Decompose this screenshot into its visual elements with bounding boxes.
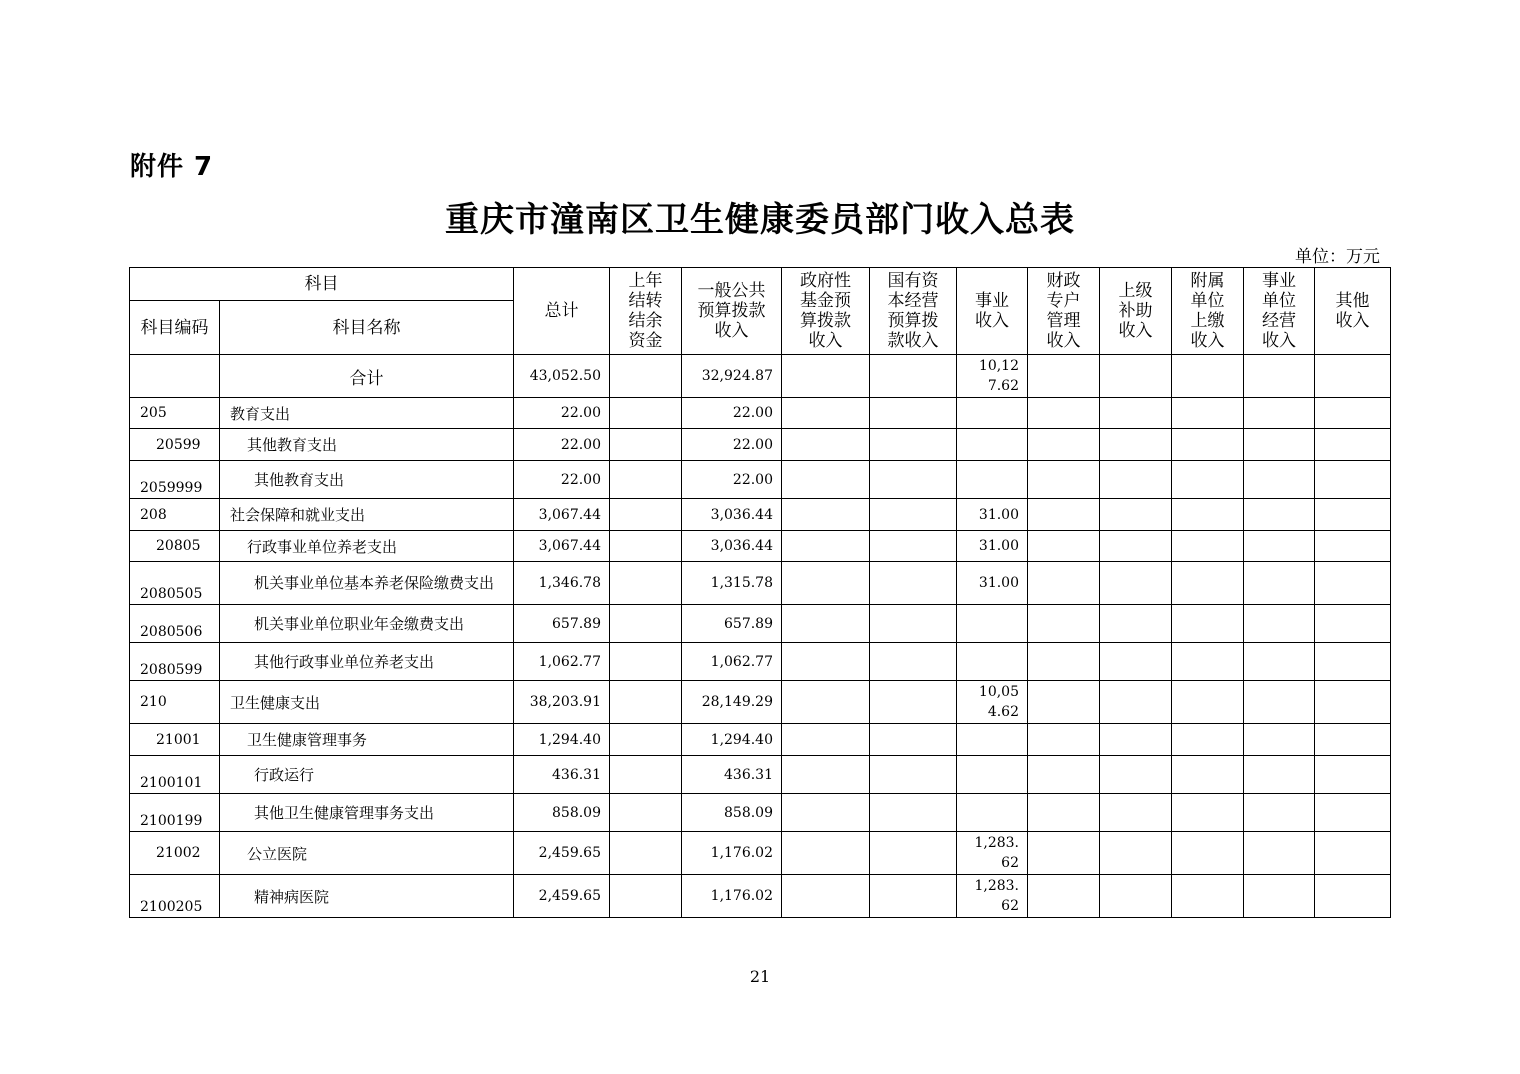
cell-business: 31.00 xyxy=(957,531,1028,562)
header-prior-year: 上年结转结余资金 xyxy=(610,268,682,355)
cell-total: 22.00 xyxy=(514,398,610,429)
table-row xyxy=(130,605,1391,643)
cell-name: 机关事业单位基本养老保险缴费支出 xyxy=(220,562,514,605)
cell-code: 2100101 xyxy=(130,756,220,794)
document-title: 重庆市潼南区卫生健康委员部门收入总表 xyxy=(445,200,1075,240)
cell-code: 2059999 xyxy=(130,461,220,499)
cell-total: 1,062.77 xyxy=(514,643,610,681)
cell-name: 机关事业单位职业年金缴费支出 xyxy=(220,605,514,643)
cell-code: 21002 xyxy=(130,832,220,875)
cell-name: 卫生健康管理事务 xyxy=(220,724,514,756)
cell-total: 858.09 xyxy=(514,794,610,832)
table-row xyxy=(130,355,1391,398)
cell-business xyxy=(957,429,1028,461)
cell-total: 436.31 xyxy=(514,756,610,794)
table-row xyxy=(130,429,1391,461)
cell-business: 31.00 xyxy=(957,499,1028,531)
cell-general: 22.00 xyxy=(682,429,782,461)
cell-code: 205 xyxy=(130,398,220,429)
cell-general: 28,149.29 xyxy=(682,681,782,724)
cell-name: 精神病医院 xyxy=(220,875,514,918)
cell-general: 3,036.44 xyxy=(682,531,782,562)
table-row xyxy=(130,681,1391,724)
cell-code: 21001 xyxy=(130,724,220,756)
cell-general: 1,176.02 xyxy=(682,875,782,918)
cell-general: 22.00 xyxy=(682,461,782,499)
table-row xyxy=(130,531,1391,562)
cell-code xyxy=(130,355,220,398)
cell-general: 858.09 xyxy=(682,794,782,832)
cell-total: 3,067.44 xyxy=(514,531,610,562)
attachment-label: 附件 7 xyxy=(130,152,214,182)
cell-total: 1,294.40 xyxy=(514,724,610,756)
page-number: 21 xyxy=(749,967,771,986)
header-code: 科目编码 xyxy=(130,301,220,355)
cell-total: 3,067.44 xyxy=(514,499,610,531)
table-row xyxy=(130,724,1391,756)
cell-total: 43,052.50 xyxy=(514,355,610,398)
header-fiscal-special: 财政专户管理收入 xyxy=(1028,268,1100,355)
table-row xyxy=(130,756,1391,794)
cell-code: 2100205 xyxy=(130,875,220,918)
header-subject-group: 科目 xyxy=(130,268,514,301)
cell-total: 657.89 xyxy=(514,605,610,643)
cell-general: 1,176.02 xyxy=(682,832,782,875)
header-other: 其他收入 xyxy=(1315,268,1391,355)
cell-business xyxy=(957,643,1028,681)
header-name: 科目名称 xyxy=(220,301,514,355)
cell-name: 其他卫生健康管理事务支出 xyxy=(220,794,514,832)
cell-code: 2080505 xyxy=(130,562,220,605)
cell-name: 合计 xyxy=(220,355,514,398)
unit-label: 单位：万元 xyxy=(1295,247,1380,267)
cell-general: 1,315.78 xyxy=(682,562,782,605)
cell-code: 20599 xyxy=(130,429,220,461)
cell-name: 社会保障和就业支出 xyxy=(220,499,514,531)
cell-code: 208 xyxy=(130,499,220,531)
cell-general: 22.00 xyxy=(682,398,782,429)
cell-business xyxy=(957,794,1028,832)
cell-code: 20805 xyxy=(130,531,220,562)
cell-business xyxy=(957,724,1028,756)
cell-business xyxy=(957,605,1028,643)
table-row xyxy=(130,875,1391,918)
cell-name: 卫生健康支出 xyxy=(220,681,514,724)
cell-total: 1,346.78 xyxy=(514,562,610,605)
cell-business: 10,127.62 xyxy=(957,355,1028,398)
cell-name: 行政运行 xyxy=(220,756,514,794)
cell-business xyxy=(957,461,1028,499)
table-row xyxy=(130,562,1391,605)
table-row xyxy=(130,398,1391,429)
cell-general: 1,294.40 xyxy=(682,724,782,756)
cell-name: 其他教育支出 xyxy=(220,461,514,499)
cell-name: 教育支出 xyxy=(220,398,514,429)
cell-total: 2,459.65 xyxy=(514,875,610,918)
table-row xyxy=(130,499,1391,531)
header-gov-fund: 政府性基金预算拨款收入 xyxy=(782,268,870,355)
cell-business: 1,283.62 xyxy=(957,875,1028,918)
table-row xyxy=(130,794,1391,832)
cell-code: 2100199 xyxy=(130,794,220,832)
header-superior-subsidy: 上级补助收入 xyxy=(1100,268,1172,355)
income-table xyxy=(129,267,1391,918)
cell-total: 22.00 xyxy=(514,429,610,461)
header-total: 总计 xyxy=(514,268,610,355)
cell-code: 2080599 xyxy=(130,643,220,681)
cell-business xyxy=(957,398,1028,429)
cell-general: 657.89 xyxy=(682,605,782,643)
cell-code: 210 xyxy=(130,681,220,724)
table-row xyxy=(130,832,1391,875)
cell-general: 32,924.87 xyxy=(682,355,782,398)
header-general-budget: 一般公共预算拨款收入 xyxy=(682,268,782,355)
cell-business xyxy=(957,756,1028,794)
header-operation: 事业单位经营收入 xyxy=(1244,268,1315,355)
cell-business: 10,054.62 xyxy=(957,681,1028,724)
cell-total: 38,203.91 xyxy=(514,681,610,724)
header-state-capital: 国有资本经营预算拨款收入 xyxy=(870,268,957,355)
cell-total: 2,459.65 xyxy=(514,832,610,875)
header-business: 事业收入 xyxy=(957,268,1028,355)
cell-business: 31.00 xyxy=(957,562,1028,605)
cell-general: 3,036.44 xyxy=(682,499,782,531)
header-affiliated: 附属单位上缴收入 xyxy=(1172,268,1244,355)
cell-business: 1,283.62 xyxy=(957,832,1028,875)
cell-name: 公立医院 xyxy=(220,832,514,875)
cell-name: 行政事业单位养老支出 xyxy=(220,531,514,562)
table-row xyxy=(130,461,1391,499)
cell-name: 其他行政事业单位养老支出 xyxy=(220,643,514,681)
cell-total: 22.00 xyxy=(514,461,610,499)
cell-code: 2080506 xyxy=(130,605,220,643)
cell-general: 436.31 xyxy=(682,756,782,794)
cell-name: 其他教育支出 xyxy=(220,429,514,461)
table-row xyxy=(130,643,1391,681)
cell-general: 1,062.77 xyxy=(682,643,782,681)
